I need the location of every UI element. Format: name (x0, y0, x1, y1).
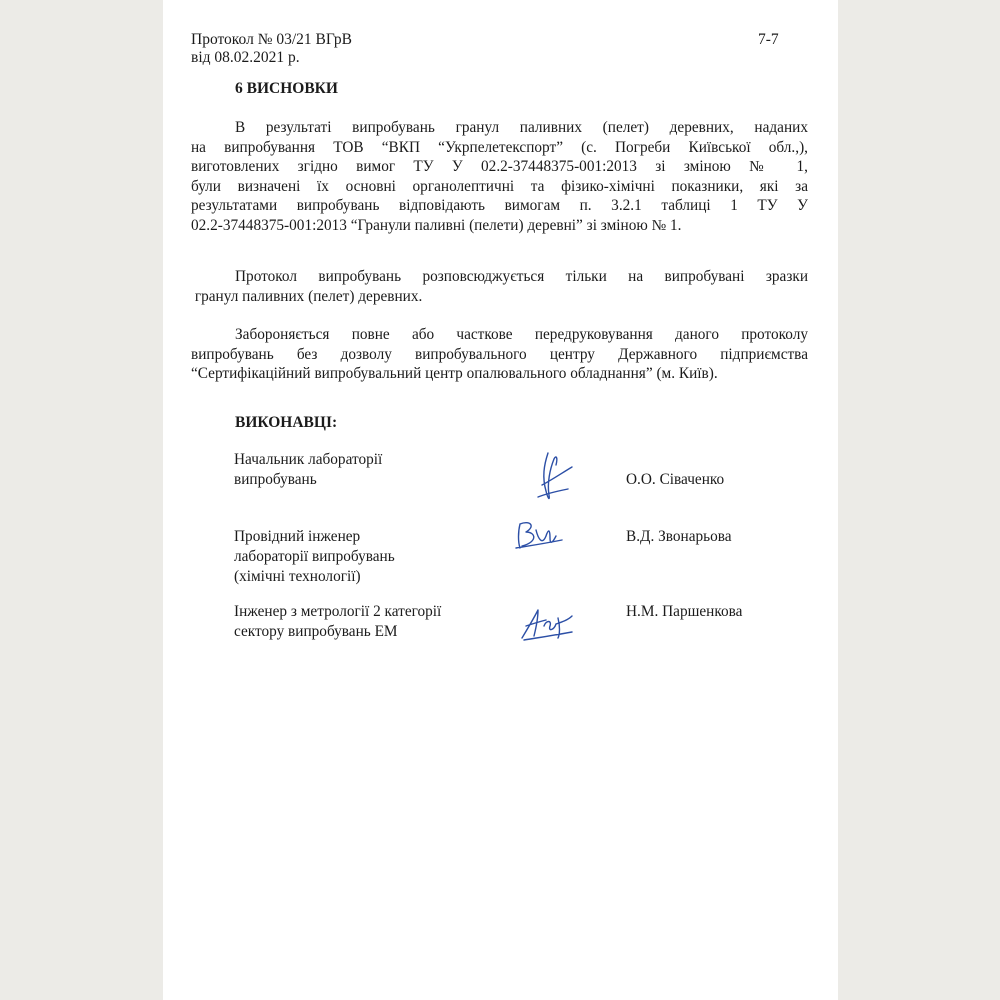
executors-heading: ВИКОНАВЦІ: (235, 414, 338, 431)
role-line: лабораторії випробувань (234, 548, 395, 565)
executor-name: Н.М. Паршенкова (626, 603, 743, 620)
paragraph-line: 02.2-37448375-001:2013 “Гранули паливні (пелети) деревні” зі зміною № 1. (191, 216, 682, 234)
paragraph-line: випробувань без дозволу випробувального центру Державного підприємства (191, 345, 808, 363)
role-line: Начальник лабораторії (234, 451, 383, 468)
paragraph-line: на випробування ТОВ “ВКП “Укрпелетекспорт” (с. Погреби Київської обл.,), (191, 138, 808, 156)
page-number: 7-7 (758, 31, 779, 48)
paragraph-line: були визначені їх основні органолептичні та фізико-хімічні показники, які за (191, 177, 808, 195)
role-line: (хімічні технології) (234, 568, 361, 585)
executor-role (234, 527, 395, 587)
protocol-date: від 08.02.2021 р. (191, 49, 300, 66)
paragraph-line: виготовлених згідно вимог ТУ У 02.2-37448375-001:2013 зі зміною № 1, (191, 158, 808, 176)
signature-image (512, 514, 568, 554)
paragraph-line: Забороняється повне або часткове передруковування даного протоколу (235, 326, 808, 343)
role-line: випробувань (234, 471, 317, 488)
paragraph-line: гранул паливних (пелет) деревних. (191, 287, 423, 305)
role-line: сектору випробувань ЕМ (234, 623, 398, 640)
executor-name: В.Д. Звонарьова (626, 528, 732, 545)
role-line: Провідний інженер (234, 528, 361, 545)
executor-role (234, 450, 382, 490)
paragraph-line: В результаті випробувань гранул паливних (пелет) деревних, наданих (235, 119, 808, 136)
paragraph-line: Протокол випробувань розповсюджується тільки на випробувані зразки (235, 268, 808, 285)
signature-image (516, 604, 578, 642)
section-title: 6 ВИСНОВКИ (235, 80, 338, 97)
signature-image (528, 447, 578, 505)
paragraph-line: “Сертифікаційний випробувальний центр опалювального обладнання” (м. Київ). (191, 365, 718, 383)
copyright-paragraph (191, 325, 808, 384)
protocol-number: Протокол № 03/21 ВГрВ (191, 31, 352, 48)
executor-name: О.О. Сіваченко (626, 471, 725, 488)
paragraph-line: результатами випробувань відповідають вимогам п. 3.2.1 таблиці 1 ТУ У (191, 197, 808, 215)
conclusion-paragraph (191, 118, 808, 236)
role-line: Інженер з метрології 2 категорії (234, 603, 442, 620)
scope-paragraph (191, 267, 808, 306)
executor-role (234, 602, 441, 642)
